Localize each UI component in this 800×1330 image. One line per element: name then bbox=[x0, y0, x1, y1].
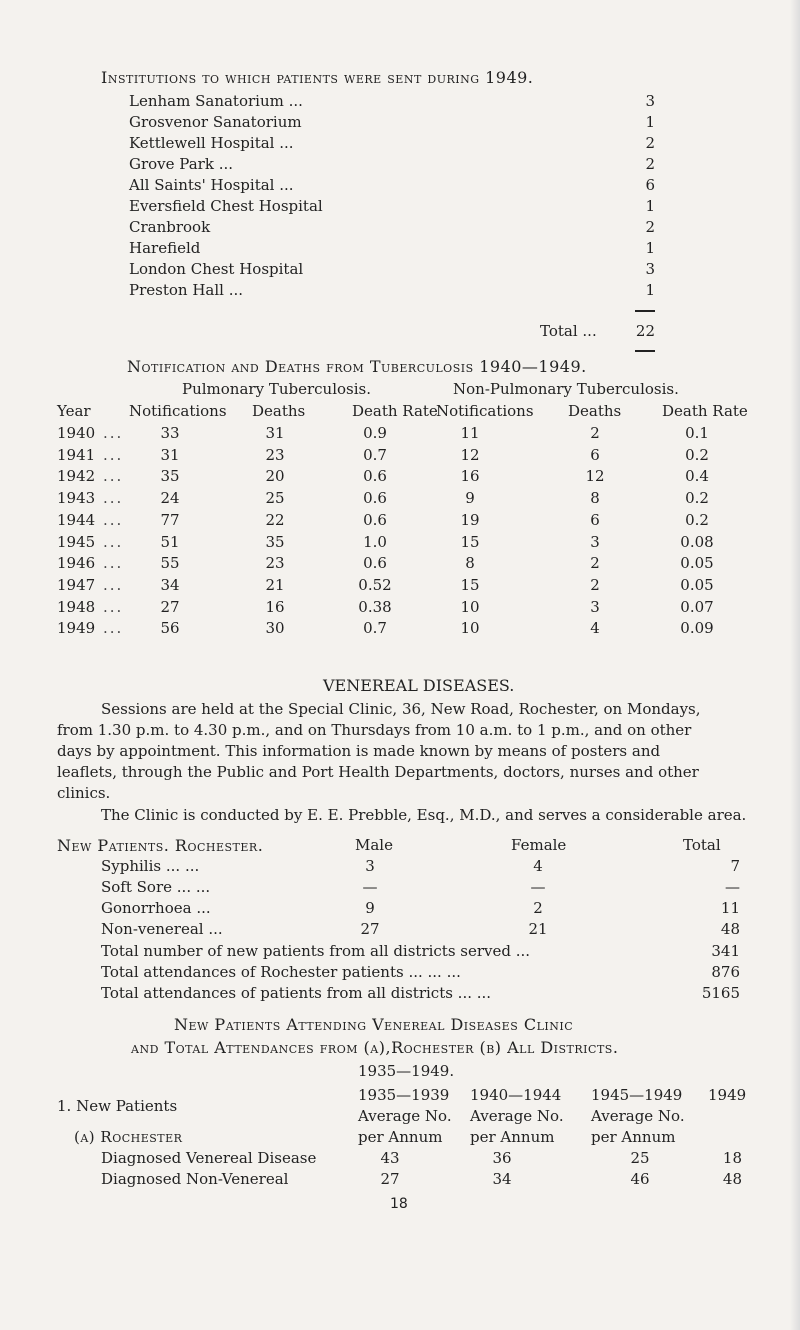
tb-cell: 2 bbox=[590, 576, 600, 594]
tb-col-header: Notifications bbox=[436, 402, 534, 420]
tb-cell: 0.07 bbox=[680, 598, 714, 616]
tb-cell: 16 bbox=[460, 467, 480, 485]
np-total: 11 bbox=[720, 899, 740, 917]
np-male: 3 bbox=[365, 857, 375, 875]
institution-count: 3 bbox=[645, 92, 655, 110]
institutions-total-value: 22 bbox=[635, 322, 655, 340]
tb-cell: 11 bbox=[460, 424, 480, 442]
venereal-heading: VENEREAL DISEASES. bbox=[323, 676, 515, 695]
np-female: — bbox=[530, 878, 546, 896]
tb-leader-dots: ... bbox=[103, 446, 124, 464]
institution-name: Grosvenor Sanatorium bbox=[129, 113, 302, 131]
summary-per-annum: per Annum bbox=[591, 1128, 676, 1146]
summary-avg-label: Average No. bbox=[470, 1107, 564, 1125]
institution-name: Lenham Sanatorium ... bbox=[129, 92, 303, 110]
np-row-label: Gonorrhoea ... bbox=[101, 899, 211, 917]
tb-cell: 2 bbox=[590, 424, 600, 442]
summary-value: 48 bbox=[722, 1170, 742, 1188]
tb-cell: 0.2 bbox=[685, 446, 709, 464]
tb-cell: 24 bbox=[160, 489, 180, 507]
np-male: 9 bbox=[365, 899, 375, 917]
np-total-label: Total attendances of patients from all districts ... ... bbox=[101, 984, 492, 1002]
tb-cell: 0.05 bbox=[680, 576, 714, 594]
institution-count: 1 bbox=[645, 281, 655, 299]
summary-row-label: Diagnosed Non-Venereal bbox=[101, 1170, 289, 1188]
summary-value: 18 bbox=[722, 1149, 742, 1167]
tb-cell: 23 bbox=[265, 446, 285, 464]
summary-value: 43 bbox=[380, 1149, 400, 1167]
page-number: 18 bbox=[390, 1196, 408, 1212]
summary-value: 27 bbox=[380, 1170, 400, 1188]
tb-cell: 33 bbox=[160, 424, 180, 442]
institutions-total-label: Total ... bbox=[540, 322, 597, 340]
summary-value: 46 bbox=[630, 1170, 650, 1188]
tb-cell: 0.05 bbox=[680, 554, 714, 572]
total-rule-bottom bbox=[635, 350, 655, 352]
np-row-label: Non-venereal ... bbox=[101, 920, 223, 938]
tb-cell: 16 bbox=[265, 598, 285, 616]
np-total-label: Total attendances of Rochester patients ... ... ... bbox=[101, 963, 461, 981]
tb-cell: 15 bbox=[460, 533, 480, 551]
tb-leader-dots: ... bbox=[103, 424, 124, 442]
institution-name: All Saints' Hospital ... bbox=[129, 176, 294, 194]
tb-year: 1945 bbox=[57, 533, 96, 551]
tb-cell: 0.1 bbox=[685, 424, 709, 442]
institution-count: 1 bbox=[645, 239, 655, 257]
new-patients-heading: New Patients. Rochester. bbox=[57, 836, 264, 855]
summary-avg-label: Average No. bbox=[591, 1107, 685, 1125]
np-total-label: Total number of new patients from all districts served ... bbox=[101, 942, 531, 960]
tb-leader-dots: ... bbox=[103, 554, 124, 572]
tb-cell: 21 bbox=[265, 576, 285, 594]
paragraph-line: leaflets, through the Public and Port Health Departments, doctors, nurses and other bbox=[57, 763, 699, 781]
tb-cell: 2 bbox=[590, 554, 600, 572]
np-total-value: 876 bbox=[711, 963, 740, 981]
tb-cell: 0.09 bbox=[680, 619, 714, 637]
tb-cell: 4 bbox=[590, 619, 600, 637]
np-total: — bbox=[725, 878, 740, 896]
paragraph-line: days by appointment. This information is made known by means of posters and bbox=[57, 742, 661, 760]
paragraph-line: clinics. bbox=[57, 784, 111, 802]
tb-heading: Notification and Deaths from Tuberculosis 1940—1949. bbox=[127, 357, 587, 376]
tb-year: 1944 bbox=[57, 511, 96, 529]
np-male: — bbox=[362, 878, 378, 896]
tb-year: 1948 bbox=[57, 598, 96, 616]
summary-period: 1945—1949 bbox=[591, 1086, 683, 1104]
tb-cell: 10 bbox=[460, 619, 480, 637]
tb-year: 1946 bbox=[57, 554, 96, 572]
summary-avg-label: Average No. bbox=[358, 1107, 452, 1125]
tb-cell: 0.4 bbox=[685, 467, 709, 485]
summary-value: 25 bbox=[630, 1149, 650, 1167]
tb-cell: 15 bbox=[460, 576, 480, 594]
tb-year: 1942 bbox=[57, 467, 96, 485]
tb-cell: 3 bbox=[590, 598, 600, 616]
tb-cell: 0.6 bbox=[363, 511, 387, 529]
new-patients-col-male: Male bbox=[355, 836, 393, 854]
institution-name: Harefield bbox=[129, 239, 201, 257]
institution-name: London Chest Hospital bbox=[129, 260, 304, 278]
tb-cell: 23 bbox=[265, 554, 285, 572]
tb-leader-dots: ... bbox=[103, 576, 124, 594]
summary-heading-line1: New Patients Attending Venereal Diseases Clinic bbox=[174, 1015, 574, 1034]
tb-leader-dots: ... bbox=[103, 489, 124, 507]
institution-count: 1 bbox=[645, 197, 655, 215]
np-total-value: 341 bbox=[711, 942, 740, 960]
institution-name: Preston Hall ... bbox=[129, 281, 244, 299]
tb-cell: 0.38 bbox=[358, 598, 392, 616]
tb-cell: 12 bbox=[460, 446, 480, 464]
tb-year: 1943 bbox=[57, 489, 96, 507]
institution-count: 2 bbox=[645, 155, 655, 173]
tb-cell: 0.7 bbox=[363, 619, 387, 637]
page-edge-shadow bbox=[790, 0, 800, 1330]
tb-leader-dots: ... bbox=[103, 467, 124, 485]
tb-cell: 8 bbox=[465, 554, 475, 572]
summary-period: 1935—1939 bbox=[358, 1086, 450, 1104]
summary-heading-line2: and Total Attendances from (a),Rochester (b) All Districts. bbox=[131, 1038, 619, 1057]
tb-cell: 19 bbox=[460, 511, 480, 529]
np-total: 48 bbox=[720, 920, 740, 938]
summary-period: 1940—1944 bbox=[470, 1086, 562, 1104]
np-female: 21 bbox=[528, 920, 548, 938]
tb-cell: 0.9 bbox=[363, 424, 387, 442]
tb-year: 1941 bbox=[57, 446, 96, 464]
institution-count: 2 bbox=[645, 218, 655, 236]
np-total: 7 bbox=[730, 857, 740, 875]
tb-cell: 3 bbox=[590, 533, 600, 551]
tb-cell: 22 bbox=[265, 511, 285, 529]
summary-value: 36 bbox=[492, 1149, 512, 1167]
tb-leader-dots: ... bbox=[103, 511, 124, 529]
new-patients-col-total: Total bbox=[683, 836, 721, 854]
tb-col-header: Death Rate bbox=[662, 402, 748, 420]
tb-cell: 30 bbox=[265, 619, 285, 637]
institutions-heading: Institutions to which patients were sent during 1949. bbox=[101, 68, 534, 87]
tb-year: 1949 bbox=[57, 619, 96, 637]
tb-leader-dots: ... bbox=[103, 598, 124, 616]
tb-cell: 35 bbox=[265, 533, 285, 551]
total-rule-top bbox=[635, 310, 655, 312]
np-row-label: Soft Sore ... ... bbox=[101, 878, 211, 896]
tb-cell: 1.0 bbox=[363, 533, 387, 551]
institution-name: Cranbrook bbox=[129, 218, 211, 236]
summary-heading-line3: 1935—1949. bbox=[358, 1062, 455, 1080]
np-male: 27 bbox=[360, 920, 380, 938]
tb-cell: 0.6 bbox=[363, 554, 387, 572]
institution-name: Eversfield Chest Hospital bbox=[129, 197, 323, 215]
paragraph-line: from 1.30 p.m. to 4.30 p.m., and on Thursdays from 10 a.m. to 1 p.m., and on other bbox=[57, 721, 692, 739]
summary-value: 34 bbox=[492, 1170, 512, 1188]
summary-period: 1949 bbox=[708, 1086, 747, 1104]
tb-group-non-pulmonary: Non-Pulmonary Tuberculosis. bbox=[453, 380, 679, 398]
institution-name: Kettlewell Hospital ... bbox=[129, 134, 294, 152]
tb-leader-dots: ... bbox=[103, 533, 124, 551]
tb-cell: 10 bbox=[460, 598, 480, 616]
tb-cell: 51 bbox=[160, 533, 180, 551]
tb-cell: 31 bbox=[265, 424, 285, 442]
tb-cell: 77 bbox=[160, 511, 180, 529]
tb-cell: 35 bbox=[160, 467, 180, 485]
tb-cell: 56 bbox=[160, 619, 180, 637]
tb-cell: 12 bbox=[585, 467, 605, 485]
tb-cell: 0.6 bbox=[363, 467, 387, 485]
tb-col-header: Year bbox=[57, 402, 91, 420]
tb-cell: 6 bbox=[590, 446, 600, 464]
tb-leader-dots: ... bbox=[103, 619, 124, 637]
venereal-paragraph-2: The Clinic is conducted by E. E. Prebble, Esq., M.D., and serves a considerable area. bbox=[101, 806, 747, 824]
tb-cell: 55 bbox=[160, 554, 180, 572]
institution-count: 2 bbox=[645, 134, 655, 152]
tb-cell: 9 bbox=[465, 489, 475, 507]
tb-cell: 0.08 bbox=[680, 533, 714, 551]
tb-cell: 0.7 bbox=[363, 446, 387, 464]
institution-count: 1 bbox=[645, 113, 655, 131]
tb-col-header: Notifications bbox=[129, 402, 227, 420]
np-row-label: Syphilis ... ... bbox=[101, 857, 200, 875]
summary-row-label-2: (a) Rochester bbox=[74, 1128, 183, 1146]
tb-cell: 34 bbox=[160, 576, 180, 594]
new-patients-col-female: Female bbox=[511, 836, 567, 854]
tb-cell: 25 bbox=[265, 489, 285, 507]
tb-year: 1947 bbox=[57, 576, 96, 594]
summary-row-label: Diagnosed Venereal Disease bbox=[101, 1149, 317, 1167]
tb-cell: 0.2 bbox=[685, 489, 709, 507]
np-total-value: 5165 bbox=[701, 984, 740, 1002]
summary-per-annum: per Annum bbox=[358, 1128, 443, 1146]
tb-cell: 8 bbox=[590, 489, 600, 507]
institution-count: 3 bbox=[645, 260, 655, 278]
tb-col-header: Death Rate bbox=[352, 402, 438, 420]
paragraph-line: Sessions are held at the Special Clinic, 36, New Road, Rochester, on Mondays, bbox=[101, 700, 701, 718]
tb-cell: 20 bbox=[265, 467, 285, 485]
institution-count: 6 bbox=[645, 176, 655, 194]
tb-year: 1940 bbox=[57, 424, 96, 442]
tb-cell: 0.6 bbox=[363, 489, 387, 507]
np-female: 2 bbox=[533, 899, 543, 917]
tb-group-pulmonary: Pulmonary Tuberculosis. bbox=[182, 380, 371, 398]
tb-col-header: Deaths bbox=[568, 402, 622, 420]
tb-cell: 6 bbox=[590, 511, 600, 529]
tb-cell: 27 bbox=[160, 598, 180, 616]
tb-cell: 31 bbox=[160, 446, 180, 464]
np-female: 4 bbox=[533, 857, 543, 875]
summary-per-annum: per Annum bbox=[470, 1128, 555, 1146]
summary-row-label-1: 1. New Patients bbox=[57, 1097, 178, 1115]
institution-name: Grove Park ... bbox=[129, 155, 233, 173]
tb-cell: 0.2 bbox=[685, 511, 709, 529]
tb-cell: 0.52 bbox=[358, 576, 392, 594]
tb-col-header: Deaths bbox=[252, 402, 306, 420]
